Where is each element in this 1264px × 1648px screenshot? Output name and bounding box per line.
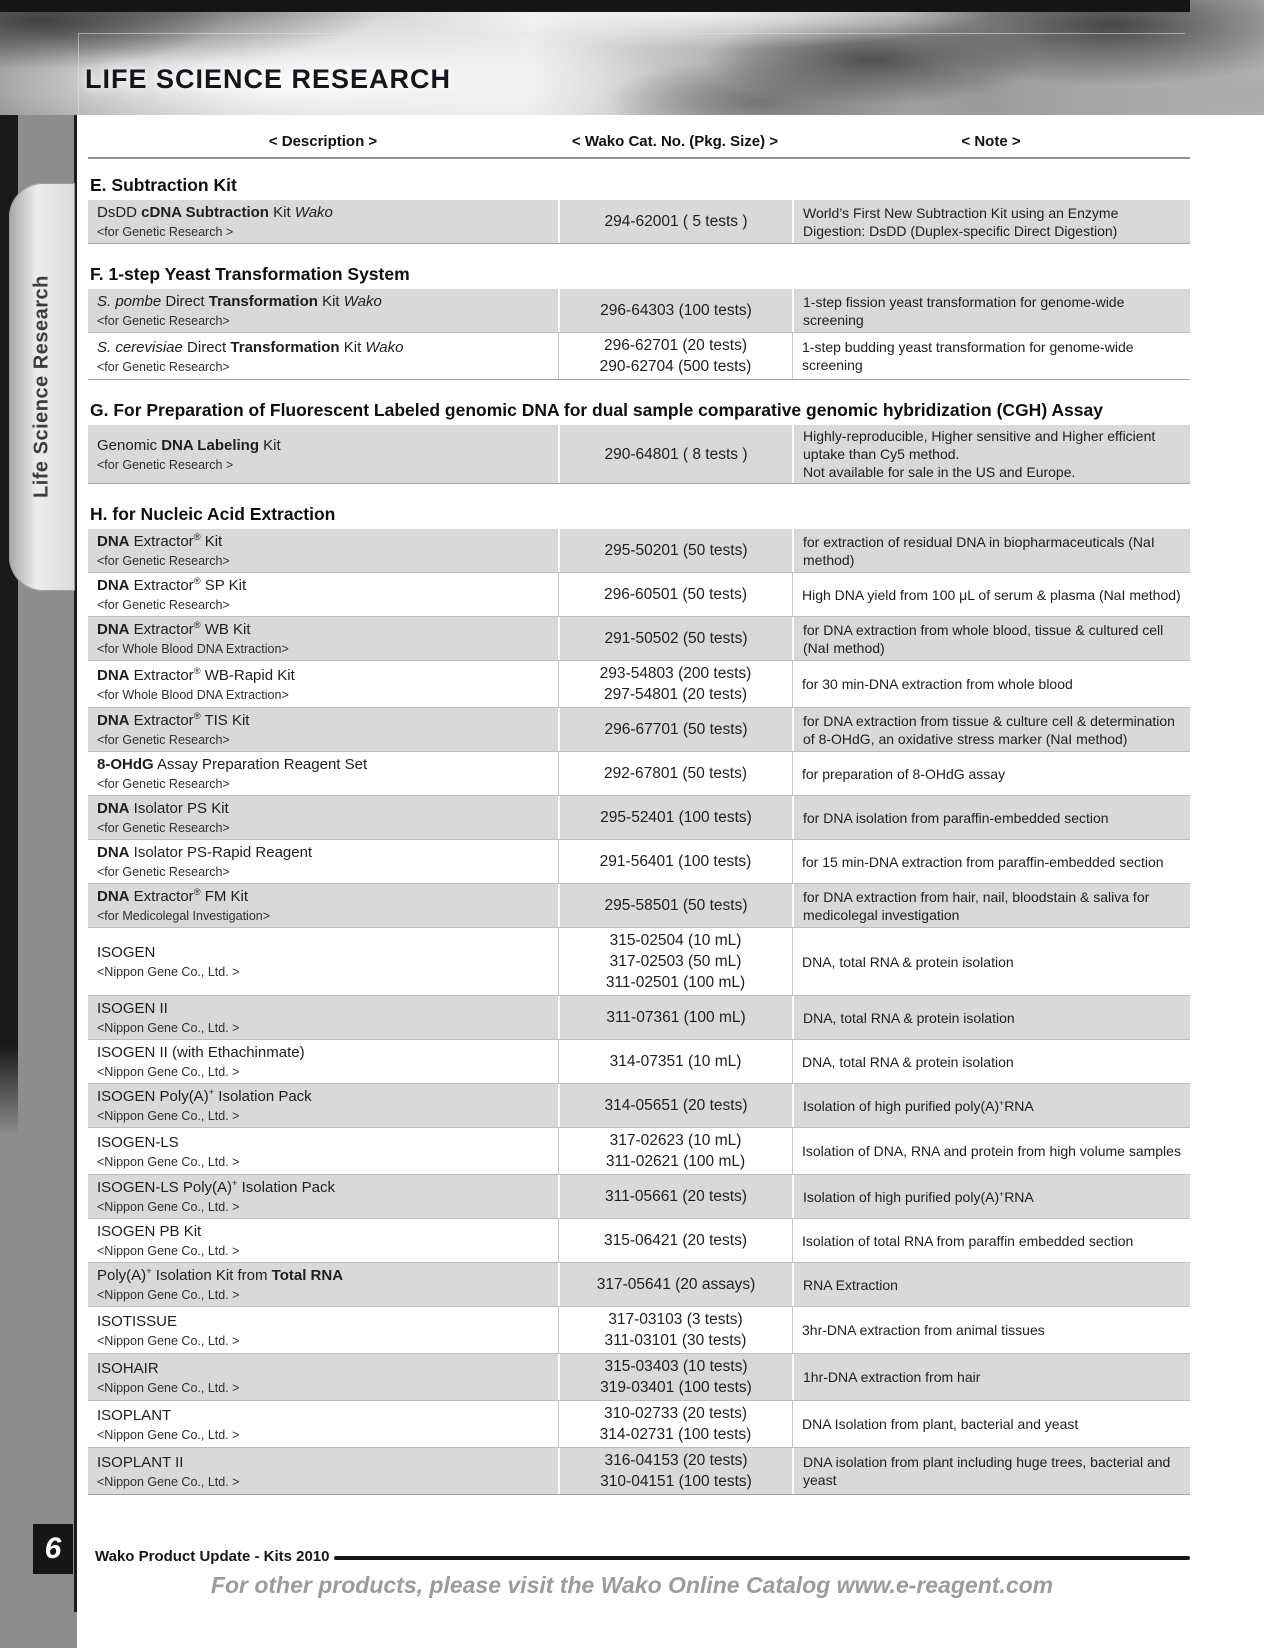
cell-catalog-number (558, 1128, 792, 1174)
product-name: DNA Extractor® TIS Kit (97, 711, 250, 729)
product-name: S. pombe Direct Transformation Kit Wako (97, 293, 382, 310)
product-name: ISOPLANT II (97, 1453, 184, 1471)
product-name: ISOGEN II (97, 1000, 168, 1017)
cell-catalog-number (558, 529, 792, 572)
cell-catalog-number (558, 928, 792, 995)
catalog-number: 295-50201 (50 tests) (604, 542, 748, 559)
cell-description (88, 617, 558, 660)
footer-rule (334, 1556, 1190, 1560)
column-header-catno: < Wako Cat. No. (Pkg. Size) > (571, 133, 779, 150)
cell-description (88, 840, 558, 883)
catalog-number: 295-52401 (100 tests) (600, 809, 752, 826)
catalog-number: 311-03101 (30 tests) (604, 1332, 747, 1349)
sidebar-tab-label: Life Science Research (30, 275, 53, 499)
cell-catalog-number (558, 661, 792, 707)
cell-catalog-number (558, 333, 792, 379)
cell-description (88, 200, 558, 243)
product-name: DNA Extractor® FM Kit (97, 887, 249, 905)
cell-description (88, 1128, 558, 1174)
product-source: <for Medicolegal Investigation> (97, 909, 271, 923)
table-row (88, 796, 1190, 840)
catalog-number: 290-64801 ( 8 tests ) (604, 445, 748, 463)
cell-catalog-number (558, 573, 792, 616)
catalog-number: 296-67701 (50 tests) (604, 721, 748, 738)
product-source: <Nippon Gene Co., Ltd. > (97, 1065, 240, 1079)
product-source: <for Genetic Research> (97, 598, 230, 612)
product-source: <Nippon Gene Co., Ltd. > (97, 1109, 240, 1123)
product-source: <Nippon Gene Co., Ltd. > (97, 1427, 240, 1442)
product-note: for 30 min-DNA extraction from whole blood (802, 676, 1073, 692)
catalog-number: 316-04153 (20 tests) (604, 1452, 748, 1469)
footer-booklet-title: Wako Product Update - Kits 2010 (95, 1548, 330, 1565)
cell-catalog-number (558, 617, 792, 660)
cell-note (792, 1040, 1190, 1083)
product-note: for DNA isolation from paraffin-embedded section (803, 809, 1109, 826)
product-name: S. cerevisiae Direct Transformation Kit Wako (97, 338, 404, 356)
product-source: <for Genetic Research > (97, 457, 234, 472)
product-name: ISOGEN II (with Ethachinmate) (97, 1044, 305, 1061)
catalog-number: 317-02623 (10 mL) (609, 1132, 742, 1149)
cell-description (88, 884, 558, 927)
cell-note (792, 796, 1190, 839)
table-row (88, 1084, 1190, 1128)
product-source: <Nippon Gene Co., Ltd. > (97, 1154, 240, 1169)
product-note: Isolation of total RNA from paraffin embedded section (802, 1232, 1134, 1249)
cell-note (792, 529, 1190, 572)
product-note: 3hr-DNA extraction from animal tissues (802, 1322, 1045, 1338)
catalog-number: 317-05641 (20 assays) (596, 1276, 756, 1293)
cell-note (792, 996, 1190, 1039)
product-note: Highly-reproducible, Higher sensitive and Higher efficient uptake than Cy5 method. Not available for sale in the US and Europe. (803, 428, 1156, 480)
product-name: DNA Isolator PS-Rapid Reagent (97, 844, 313, 861)
cell-note (792, 1354, 1190, 1400)
cell-catalog-number (558, 752, 792, 795)
catalog-number: 311-02621 (100 mL) (605, 1153, 746, 1170)
product-source: <for Whole Blood DNA Extraction> (97, 642, 289, 656)
cell-note (792, 708, 1190, 751)
cell-note (792, 1263, 1190, 1306)
section-heading: G. For Preparation of Fluorescent Labeled genomic DNA for dual sample comparative genomic hybridization (CGH) Assay (90, 400, 1103, 420)
product-name: ISOGEN-LS Poly(A)+ Isolation Pack (97, 1178, 336, 1196)
catalog-number: 314-02731 (100 tests) (599, 1426, 752, 1443)
product-note: High DNA yield from 100 μL of serum & plasma (NaI method) (802, 586, 1181, 603)
cell-catalog-number (558, 1084, 792, 1127)
table-row (88, 1128, 1190, 1175)
catalog-number: 295-58501 (50 tests) (604, 897, 748, 914)
table-row (88, 1354, 1190, 1401)
header-rule (88, 157, 1190, 159)
catalog-number: 310-02733 (20 tests) (603, 1405, 748, 1422)
cell-note (792, 1175, 1190, 1218)
product-source: <for Genetic Research> (97, 733, 230, 747)
product-name: Genomic DNA Labeling Kit (97, 436, 281, 454)
product-table (88, 133, 1190, 1495)
cell-note (792, 661, 1190, 707)
table-row (88, 661, 1190, 708)
product-source: <Nippon Gene Co., Ltd. > (97, 1021, 240, 1035)
product-name: Poly(A)+ Isolation Kit from Total RNA (97, 1266, 344, 1284)
cell-note (792, 333, 1190, 379)
product-note: RNA Extraction (803, 1276, 898, 1293)
column-header-note: < Note > (961, 133, 1021, 150)
column-header-description: < Description > (268, 133, 378, 150)
catalog-number: 317-03103 (3 tests) (608, 1311, 743, 1328)
cell-note (792, 573, 1190, 616)
product-note: for preparation of 8-OHdG assay (802, 765, 1006, 782)
table-row (88, 884, 1190, 928)
cell-note (792, 1307, 1190, 1353)
product-source: <for Whole Blood DNA Extraction> (97, 687, 289, 702)
catalog-number: 296-62701 (20 tests) (603, 337, 748, 354)
product-source: <Nippon Gene Co., Ltd. > (97, 1244, 240, 1258)
product-source: <Nippon Gene Co., Ltd. > (97, 1474, 240, 1489)
catalog-number: 311-05661 (20 tests) (605, 1188, 747, 1205)
cell-note (792, 425, 1190, 483)
cell-description (88, 1175, 558, 1218)
product-note: World’s First New Subtraction Kit using an Enzyme Digestion: DsDD (Duplex-specific Direct Digestion) (803, 204, 1119, 239)
table-row (88, 573, 1190, 617)
cell-catalog-number (558, 1175, 792, 1218)
table-row (88, 1263, 1190, 1307)
cell-catalog-number (558, 1401, 792, 1447)
catalog-number: 315-06421 (20 tests) (603, 1232, 748, 1249)
product-note: Isolation of high purified poly(A)+RNA (803, 1187, 1034, 1205)
cell-note (792, 840, 1190, 883)
product-source: <Nippon Gene Co., Ltd. > (97, 965, 240, 979)
section-rows (88, 289, 1190, 380)
product-source: <Nippon Gene Co., Ltd. > (97, 1380, 240, 1395)
product-name: ISOGEN PB Kit (97, 1223, 202, 1240)
cell-description (88, 796, 558, 839)
product-source: <Nippon Gene Co., Ltd. > (97, 1288, 240, 1302)
cell-catalog-number (558, 425, 792, 483)
catalog-number: 311-07361 (100 mL) (606, 1009, 746, 1026)
table-row (88, 425, 1190, 484)
cell-description (88, 1401, 558, 1447)
product-note: Isolation of high purified poly(A)+RNA (803, 1096, 1034, 1114)
product-note: DNA, total RNA & protein isolation (803, 1009, 1015, 1026)
banner-cloud-image (0, 0, 1264, 115)
table-row (88, 529, 1190, 573)
cell-note (792, 1084, 1190, 1127)
product-source: <for Genetic Research> (97, 314, 230, 328)
cell-description (88, 928, 558, 995)
catalog-number: 317-02503 (50 mL) (609, 953, 742, 970)
table-row (88, 996, 1190, 1040)
cell-description (88, 1354, 558, 1400)
product-note: DNA, total RNA & protein isolation (802, 953, 1014, 970)
product-note: for extraction of residual DNA in biopharmaceuticals (NaI method) (803, 533, 1155, 568)
table-row (88, 289, 1190, 333)
column-headers (88, 133, 1190, 150)
table-row (88, 1448, 1190, 1495)
cell-catalog-number (558, 289, 792, 332)
cell-description (88, 289, 558, 332)
catalog-number: 310-04151 (100 tests) (600, 1473, 752, 1490)
cell-catalog-number (558, 708, 792, 751)
product-note: 1-step budding yeast transformation for genome-wide screening (802, 339, 1134, 373)
footer-catalog-note: For other products, please visit the Wako Online Catalog www.e-reagent.com (210, 1572, 1054, 1598)
sidebar-tab (9, 183, 75, 591)
catalog-number: 292-67801 (50 tests) (603, 765, 748, 782)
product-source: <for Genetic Research > (97, 225, 234, 239)
catalog-number: 291-50502 (50 tests) (604, 630, 748, 647)
product-note: DNA isolation from plant including huge trees, bacterial and yeast (803, 1454, 1171, 1488)
product-name: DsDD cDNA Subtraction Kit Wako (97, 204, 333, 221)
product-source: <for Genetic Research> (97, 777, 230, 791)
section-rows (88, 200, 1190, 244)
cell-description (88, 1263, 558, 1306)
catalog-number: 319-03401 (100 tests) (600, 1379, 752, 1396)
product-note: Isolation of DNA, RNA and protein from high volume samples (802, 1143, 1181, 1159)
product-name: DNA Extractor® WB Kit (97, 620, 251, 638)
table-row (88, 1401, 1190, 1448)
cell-note (792, 884, 1190, 927)
product-source: <for Genetic Research> (97, 821, 230, 835)
cell-note (792, 1128, 1190, 1174)
cell-catalog-number (558, 1263, 792, 1306)
catalog-number: 315-02504 (10 mL) (609, 932, 742, 949)
product-name: ISOGEN Poly(A)+ Isolation Pack (97, 1087, 312, 1105)
product-source: <for Genetic Research> (97, 359, 230, 374)
page-title: LIFE SCIENCE RESEARCH (85, 64, 452, 94)
cell-description (88, 996, 558, 1039)
product-note: for DNA extraction from hair, nail, bloodstain & saliva for medicolegal investigation (803, 888, 1150, 923)
cell-description (88, 1219, 558, 1262)
cell-catalog-number (558, 200, 792, 243)
cell-catalog-number (558, 840, 792, 883)
product-name: ISOGEN-LS (97, 1133, 179, 1151)
top-accent-bar (0, 0, 1190, 12)
cell-catalog-number (558, 796, 792, 839)
product-source: <Nippon Gene Co., Ltd. > (97, 1333, 240, 1348)
product-name: DNA Extractor® SP Kit (97, 576, 247, 594)
catalog-number: 293-54803 (200 tests) (599, 665, 752, 682)
cell-note (792, 928, 1190, 995)
catalog-number: 291-56401 (100 tests) (599, 853, 752, 870)
product-note: for 15 min-DNA extraction from paraffin-embedded section (802, 853, 1164, 870)
cell-catalog-number (558, 1219, 792, 1262)
product-source: <Nippon Gene Co., Ltd. > (97, 1200, 240, 1214)
catalog-number: 315-03403 (10 tests) (604, 1358, 748, 1375)
product-name: DNA Extractor® WB-Rapid Kit (97, 665, 295, 684)
cell-description (88, 661, 558, 707)
product-name: DNA Extractor® Kit (97, 532, 223, 550)
cell-description (88, 708, 558, 751)
page-content (77, 115, 1264, 1648)
cell-catalog-number (558, 1040, 792, 1083)
table-row (88, 1040, 1190, 1084)
product-name: ISOGEN (97, 944, 156, 961)
cell-description (88, 333, 558, 379)
product-source: <for Genetic Research> (97, 865, 230, 879)
table-row (88, 333, 1190, 380)
cell-description (88, 573, 558, 616)
cell-note (792, 1401, 1190, 1447)
product-note: for DNA extraction from whole blood, tissue & cultured cell (NaI method) (803, 621, 1164, 656)
section-rows (88, 529, 1190, 1495)
catalog-number: 311-02501 (100 mL) (605, 974, 746, 991)
cell-description (88, 1307, 558, 1353)
page-number-badge: 6 (33, 1524, 73, 1574)
section-heading: H. for Nucleic Acid Extraction (90, 504, 336, 524)
table-row (88, 1219, 1190, 1263)
product-name: ISOPLANT (97, 1406, 172, 1424)
table-body (88, 175, 1190, 1495)
cell-note (792, 1219, 1190, 1262)
product-note: DNA Isolation from plant, bacterial and yeast (802, 1416, 1079, 1432)
cell-description (88, 1084, 558, 1127)
catalog-number: 314-05651 (20 tests) (604, 1097, 748, 1114)
cell-note (792, 289, 1190, 332)
product-note: DNA, total RNA & protein isolation (802, 1053, 1014, 1070)
product-note: 1-step fission yeast transformation for genome-wide screening (803, 293, 1125, 328)
cell-description (88, 529, 558, 572)
catalog-number: 297-54801 (20 tests) (603, 686, 748, 703)
table-row (88, 840, 1190, 884)
cell-catalog-number (558, 884, 792, 927)
table-row (88, 1175, 1190, 1219)
catalog-number: 294-62001 ( 5 tests ) (604, 213, 748, 230)
product-name: ISOHAIR (97, 1359, 159, 1377)
catalog-number: 296-64303 (100 tests) (600, 302, 752, 319)
table-row (88, 1307, 1190, 1354)
section-heading: F. 1-step Yeast Transformation System (90, 264, 410, 284)
cell-note (792, 200, 1190, 243)
catalog-number: 314-07351 (10 mL) (609, 1053, 742, 1070)
table-row (88, 200, 1190, 244)
catalog-number: 296-60501 (50 tests) (603, 586, 748, 603)
cell-description (88, 425, 558, 483)
cell-note (792, 1448, 1190, 1494)
table-row (88, 708, 1190, 752)
cell-catalog-number (558, 1448, 792, 1494)
cell-catalog-number (558, 1354, 792, 1400)
cell-description (88, 1040, 558, 1083)
catalog-number: 290-62704 (500 tests) (599, 358, 752, 375)
cell-catalog-number (558, 996, 792, 1039)
cell-description (88, 1448, 558, 1494)
product-name: DNA Isolator PS Kit (97, 800, 229, 817)
section-rows (88, 425, 1190, 484)
table-row (88, 928, 1190, 996)
product-note: for DNA extraction from tissue & culture cell & determination of 8-OHdG, an oxidative stress marker (NaI method) (803, 712, 1175, 747)
product-name: 8-OHdG Assay Preparation Reagent Set (97, 756, 368, 773)
cell-note (792, 617, 1190, 660)
product-note: 1hr-DNA extraction from hair (803, 1369, 981, 1385)
cell-note (792, 752, 1190, 795)
table-row (88, 617, 1190, 661)
product-source: <for Genetic Research> (97, 554, 230, 568)
cell-catalog-number (558, 1307, 792, 1353)
section-heading: E. Subtraction Kit (90, 175, 237, 195)
cell-description (88, 752, 558, 795)
product-name: ISOTISSUE (97, 1312, 178, 1330)
table-row (88, 752, 1190, 796)
